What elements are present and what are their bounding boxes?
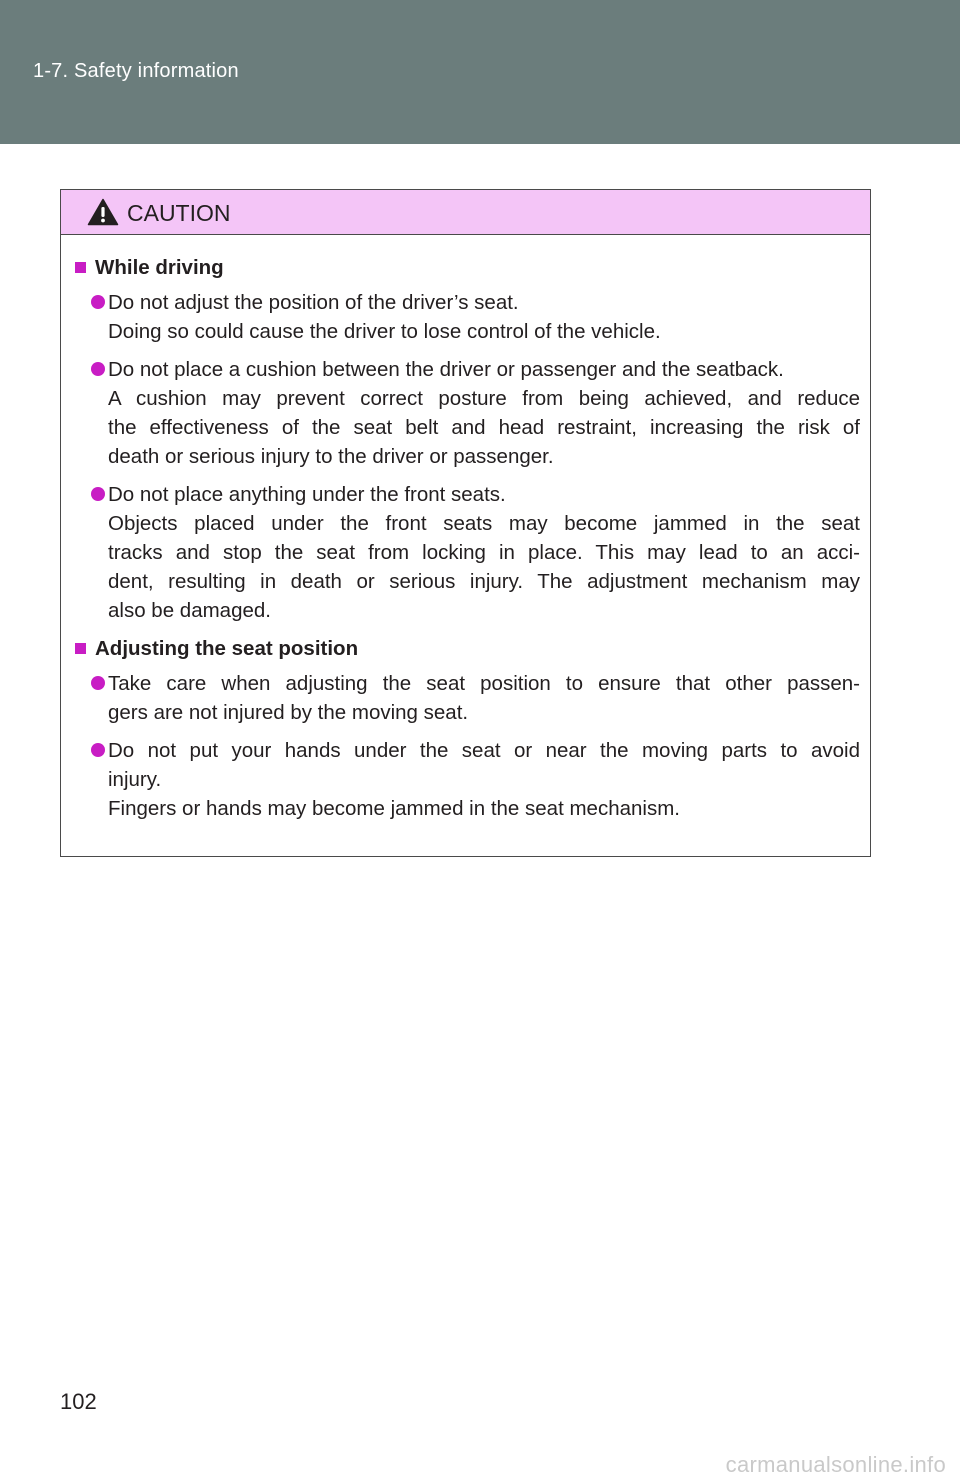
item-line: Do not put your hands under the seat or near the moving parts to avoid xyxy=(108,739,860,762)
item-line: Doing so could cause the driver to lose control of the vehicle. xyxy=(108,320,661,343)
section-title-text: While driving xyxy=(95,256,224,279)
list-item xyxy=(75,480,860,625)
round-bullet-icon xyxy=(91,743,105,757)
section-label: 1-7. Safety information xyxy=(33,60,239,82)
section-while-driving xyxy=(75,253,860,625)
item-line: dent, resulting in death or serious injury. The adjustment mechanism may xyxy=(108,570,860,593)
item-line: A cushion may prevent correct posture from being achieved, and reduce xyxy=(108,387,860,410)
list-item xyxy=(75,669,860,727)
caution-header xyxy=(61,190,870,235)
section-title xyxy=(75,634,860,663)
item-line: Take care when adjusting the seat position to ensure that other passen- xyxy=(108,672,860,695)
item-line: Do not place a cushion between the driver or passenger and the seatback. xyxy=(108,358,784,381)
list-item xyxy=(75,355,860,471)
list-item xyxy=(75,736,860,823)
caution-box xyxy=(60,189,871,857)
caution-title: CAUTION xyxy=(127,200,231,226)
page-number: 102 xyxy=(60,1389,97,1414)
item-line: the effectiveness of the seat belt and head restraint, increasing the risk of xyxy=(108,416,860,439)
square-bullet-icon xyxy=(75,643,86,654)
header-band xyxy=(0,0,960,144)
section-title-text: Adjusting the seat position xyxy=(95,637,359,660)
item-line: Do not place anything under the front seats. xyxy=(108,483,506,506)
section-title xyxy=(75,253,860,282)
section-adjusting-seat-position xyxy=(75,634,860,823)
item-line: injury. xyxy=(108,768,162,791)
round-bullet-icon xyxy=(91,362,105,376)
item-line: Objects placed under the front seats may become jammed in the seat xyxy=(108,512,860,535)
item-line: also be damaged. xyxy=(108,599,271,622)
square-bullet-icon xyxy=(75,262,86,273)
round-bullet-icon xyxy=(91,676,105,690)
round-bullet-icon xyxy=(91,487,105,501)
item-line: tracks and stop the seat from locking in place. This may lead to an acci- xyxy=(108,541,860,564)
item-line: Do not adjust the position of the driver’s seat. xyxy=(108,291,519,314)
round-bullet-icon xyxy=(91,295,105,309)
item-line: gers are not injured by the moving seat. xyxy=(108,701,469,724)
list-item xyxy=(75,288,860,346)
watermark: carmanualsonline.info xyxy=(725,1452,946,1477)
item-line: death or serious injury to the driver or passenger. xyxy=(108,445,554,468)
warning-triangle-icon xyxy=(87,198,119,226)
item-line: Fingers or hands may become jammed in the seat mechanism. xyxy=(108,797,680,820)
caution-body xyxy=(61,235,870,823)
